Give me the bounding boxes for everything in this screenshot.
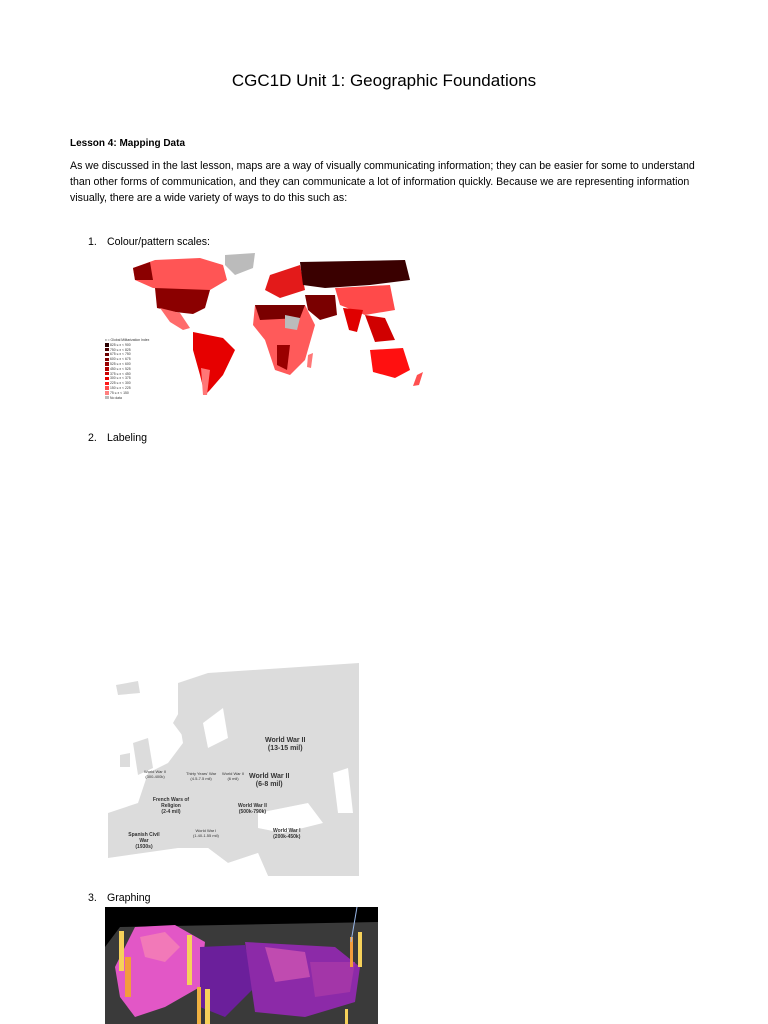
map-label: World War II (500k-790k)	[238, 803, 267, 815]
list-label: Graphing	[106, 892, 151, 904]
legend-swatch	[105, 396, 109, 399]
map-label: Thirty Years' War (4.5-7.5 mil)	[186, 771, 217, 781]
list-item-graphing	[88, 892, 151, 904]
legend-label: 525 ≤ x < 600	[110, 361, 131, 366]
usa-3d-population-graph	[105, 907, 378, 1024]
list-label: Labeling	[106, 432, 148, 444]
3d-bar-map-graphic	[105, 907, 378, 1024]
legend-swatch	[105, 343, 109, 346]
map-label: World War II (6-8 mil)	[249, 773, 290, 788]
legend-label: 150 ≤ x < 225	[110, 385, 131, 390]
document-title: CGC1D Unit 1: Geographic Foundations	[231, 71, 537, 90]
legend-label: 225 ≤ x < 300	[110, 381, 131, 386]
world-choropleth-map	[105, 250, 435, 400]
intro-paragraph: As we discussed in the last lesson, maps are a way of visually communicating information; they can be easier for some to understand than other forms of communication, and they can communicate a lot of information quickly. Because we are representing information visually, there are a wide variety of ways to do this such as:	[70, 160, 695, 204]
legend-label: 75 ≤ x < 150	[110, 390, 129, 395]
list-number: 2.	[88, 432, 97, 444]
legend-label: 375 ≤ x < 450	[110, 371, 131, 376]
map-label: World War I (200k-450k)	[273, 828, 301, 840]
legend-label: 750 ≤ x < 825	[110, 347, 131, 352]
legend-label: No data	[110, 395, 122, 400]
legend-swatch	[105, 386, 109, 389]
legend-swatch	[105, 348, 109, 351]
lesson-heading: Lesson 4: Mapping Data	[70, 138, 186, 149]
legend-label: 600 ≤ x < 675	[110, 357, 131, 362]
list-label: Colour/pattern scales:	[106, 236, 210, 248]
legend-label: 825 ≤ x < 900	[110, 342, 131, 347]
list-number: 3.	[88, 892, 97, 904]
legend-swatch	[105, 377, 109, 380]
map-label: French Wars of Religion (2-4 mil)	[152, 797, 190, 815]
legend-swatch	[105, 382, 109, 385]
legend-title: x = Global Militarization Index	[105, 338, 150, 342]
legend-swatch	[105, 358, 109, 361]
map-label: World War II (6 mil)	[222, 771, 245, 781]
legend-swatch	[105, 353, 109, 356]
legend-swatch	[105, 367, 109, 370]
europe-conflict-map	[108, 663, 359, 876]
legend-swatch	[105, 372, 109, 375]
list-item-labeling	[88, 432, 147, 444]
map-label: World War II (13-15 mil)	[265, 737, 306, 752]
legend-label: 450 ≤ x < 525	[110, 366, 131, 371]
legend-swatch	[105, 362, 109, 365]
map-label: World War I (1.40-1.55 mil)	[193, 828, 219, 838]
map-label: World War II (300-400k)	[144, 769, 167, 779]
legend-label: 675 ≤ x < 750	[110, 352, 131, 357]
list-item-colour-scales	[88, 236, 210, 248]
map-legend	[105, 338, 149, 400]
legend-label: 300 ≤ x < 375	[110, 376, 131, 381]
map-label: Spanish Civil War (1930s)	[128, 832, 160, 850]
world-map-graphic	[105, 250, 435, 400]
legend-item	[105, 396, 149, 401]
legend-swatch	[105, 391, 109, 394]
list-number: 1.	[88, 236, 97, 248]
